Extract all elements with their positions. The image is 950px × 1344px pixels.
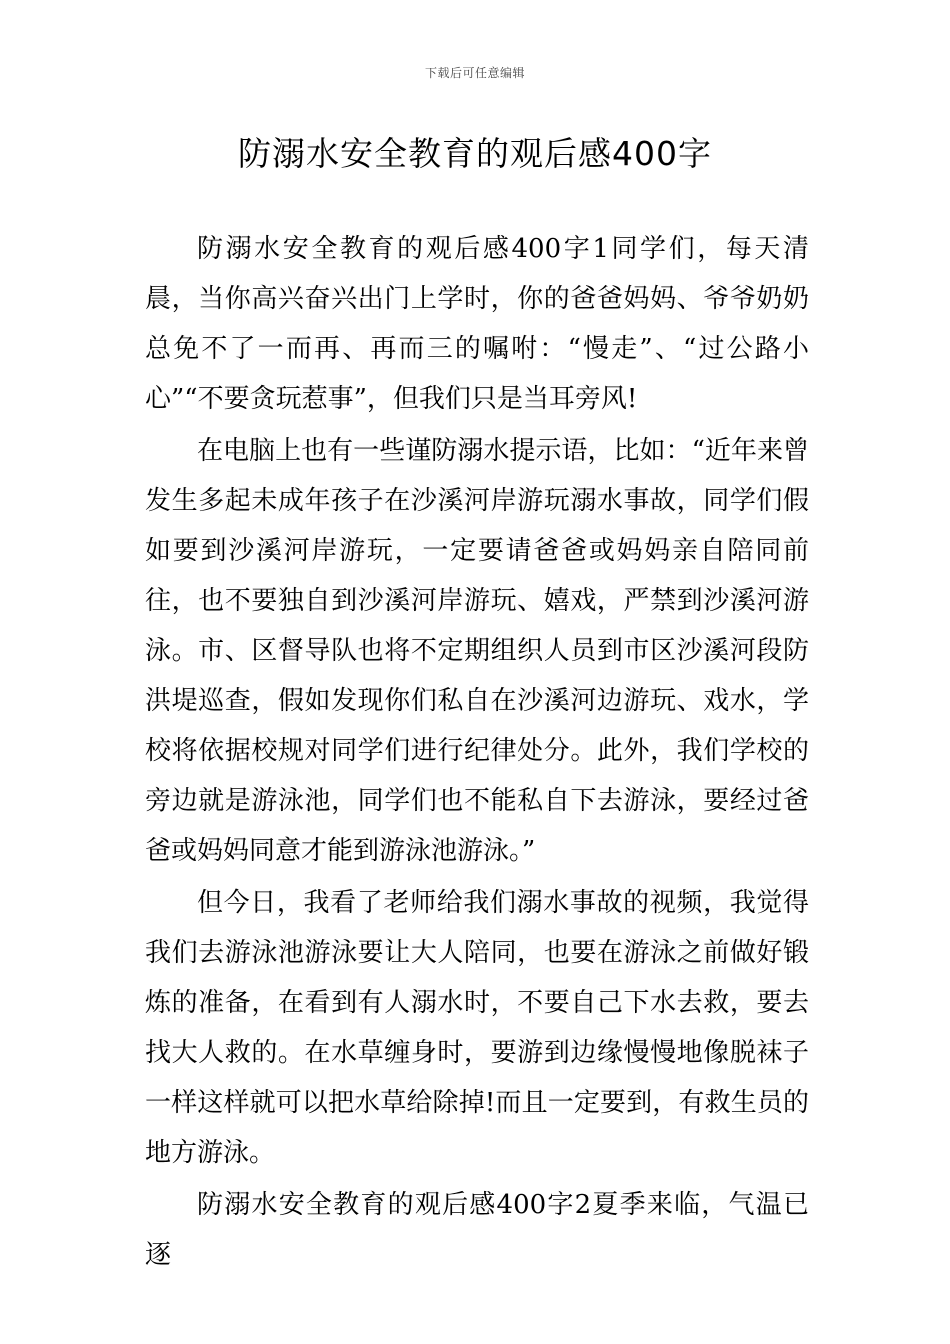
paragraph-1: 防溺水安全教育的观后感400字1同学们，每天清晨，当你高兴奋兴出门上学时，你的爸爸妈妈、爷爷奶奶总免不了一而再、再而三的嘱咐：“慢走”、“过公路小心”“不要贪玩惹事”，但我们只是当耳旁风! [145,234,809,414]
document-title: 防溺水安全教育的观后感400字 [238,134,712,173]
paragraph-4: 防溺水安全教育的观后感400字2夏季来临，气温已逐 [145,1190,809,1270]
document-body [145,224,809,1282]
paragraph-3: 但今日，我看了老师给我们溺水事故的视频，我觉得我们去游泳池游泳要让大人陪同，也要在游泳之前做好锻炼的准备，在看到有人溺水时，不要自己下水去救，要去找大人救的。在水草缠身时，要游到边缘慢慢地像脱袜子一样这样就可以把水草给除掉!而且一定要到，有救生员的地方游泳。 [145,888,809,1168]
header-note: 下载后可任意编辑 [424,66,525,80]
paragraph-2: 在电脑上也有一些谨防溺水提示语，比如：“近年来曾发生多起未成年孩子在沙溪河岸游玩溺水事故，同学们假如要到沙溪河岸游玩，一定要请爸爸或妈妈亲自陪同前往，也不要独自到沙溪河岸游玩、嬉戏，严禁到沙溪河游泳。市、区督导队也将不定期组织人员到市区沙溪河段防洪堤巡查，假如发现你们私自在沙溪河边游玩、戏水，学校将依据校规对同学们进行纪律处分。此外，我们学校的旁边就是游泳池，同学们也不能私自下去游泳，要经过爸爸或妈妈同意才能到游泳池游泳。” [145,436,809,866]
